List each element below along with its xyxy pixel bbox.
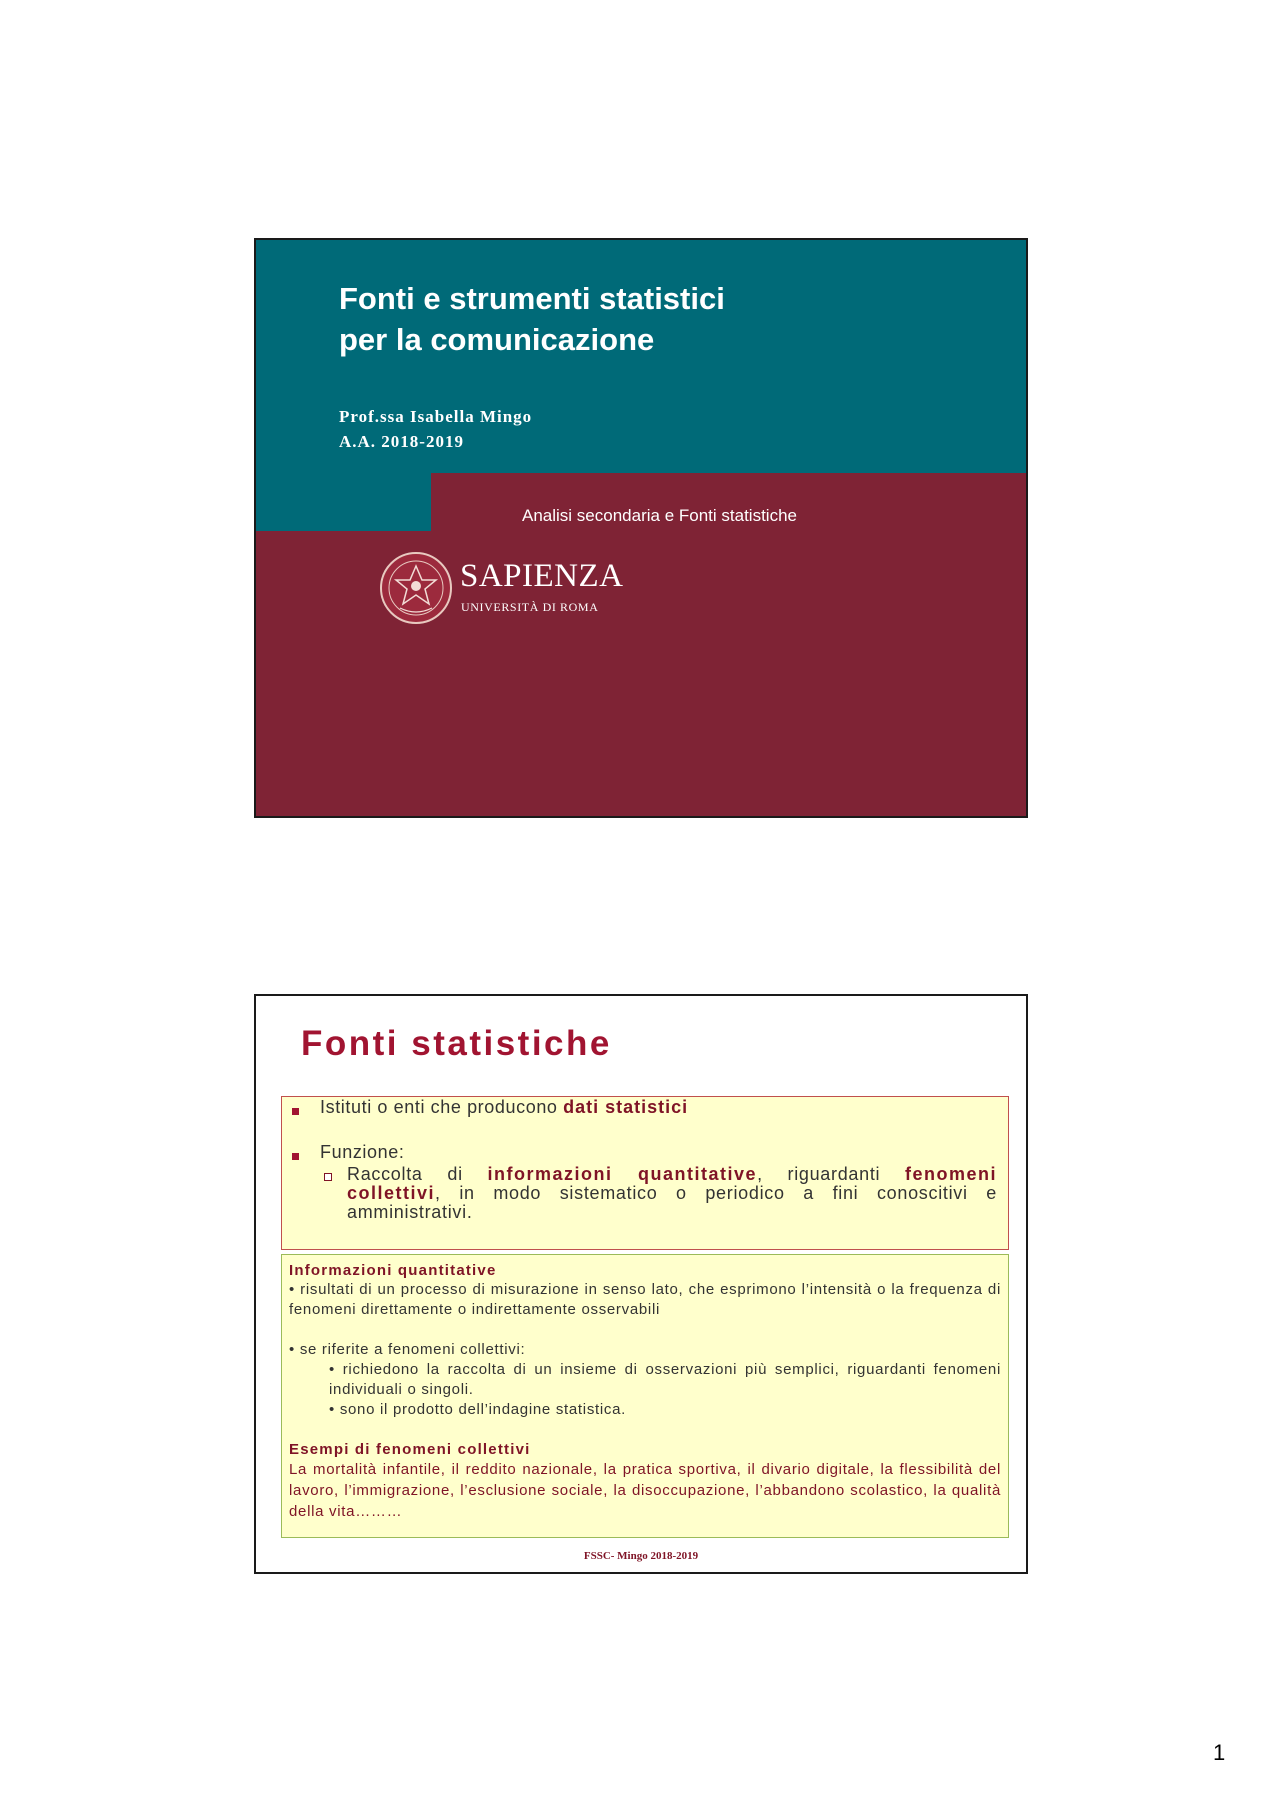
slide-footer: FSSC- Mingo 2018-2019 <box>583 1550 699 1562</box>
item-istituti-text: Istituti o enti che producono <box>320 1097 564 1117</box>
funzione-description <box>347 1165 997 1222</box>
hollow-square-bullet-icon <box>324 1173 332 1181</box>
square-bullet-icon <box>292 1108 299 1115</box>
logo-name: SAPIENZA <box>460 558 624 594</box>
teal-step-band <box>256 473 431 531</box>
title-line-2: per la comunicazione <box>339 322 655 357</box>
paragraph-risultati: • risultati di un processo di misurazione in senso lato, che esprimono l’intensità o la frequenza di fenomeni direttamente o indirettamente osservabili <box>289 1281 1001 1318</box>
author-block <box>339 404 532 454</box>
sub-bold-2: fenomeni collettivi <box>347 1164 997 1203</box>
paragraph-richiedono: • richiedono la raccolta di un insieme di osservazioni più semplici, riguardanti fenomeni individuali o singoli. <box>329 1361 1001 1398</box>
sub-text-2: , riguardanti <box>757 1164 905 1184</box>
item-istituti <box>320 1097 688 1118</box>
page-number: 1 <box>1213 1740 1226 1765</box>
heading-informazioni: Informazioni quantitative <box>289 1262 497 1279</box>
slide-subtitle: Analisi secondaria e Fonti statistiche <box>522 506 797 525</box>
definition-box <box>281 1096 1009 1250</box>
sapienza-logo <box>378 550 624 630</box>
title-line-1: Fonti e strumenti statistici <box>339 281 725 316</box>
details-content <box>289 1261 1001 1522</box>
item-istituti-bold: dati statistici <box>563 1097 689 1117</box>
item-funzione: Funzione: <box>320 1142 405 1162</box>
sub-text-3: , in modo sistematico o periodico a fini conoscitivi e amministrativi. <box>347 1183 997 1222</box>
sub-bold-1: informazioni quantitative <box>487 1164 758 1184</box>
author-name: Prof.ssa Isabella Mingo <box>339 407 533 426</box>
paragraph-prodotto: • sono il prodotto dell’indagine statistica. <box>329 1401 627 1418</box>
details-box <box>281 1254 1009 1538</box>
sapienza-seal-icon <box>378 550 454 626</box>
slide-title <box>254 238 1028 818</box>
heading-esempi: Esempi di fenomeni collettivi <box>289 1441 531 1458</box>
square-bullet-icon <box>292 1153 299 1160</box>
logo-subtitle: UNIVERSITÀ DI ROMA <box>461 600 599 614</box>
slide-fonti-statistiche <box>254 994 1028 1574</box>
paragraph-esempi: La mortalità infantile, il reddito nazionale, la pratica sportiva, il divario digitale, la flessibilità del lavoro, l’immigrazione, l’esclusione sociale, la disoccupazione, l’abbandono scolastico, la qualità della vita……… <box>289 1461 1001 1520</box>
slide-main-title <box>339 278 725 360</box>
sub-text-1: Raccolta di <box>347 1164 488 1184</box>
paragraph-collettivi: • se riferite a fenomeni collettivi: <box>289 1341 526 1358</box>
academic-year: A.A. 2018-2019 <box>339 432 464 451</box>
slide2-title: Fonti statistiche <box>301 1024 612 1063</box>
